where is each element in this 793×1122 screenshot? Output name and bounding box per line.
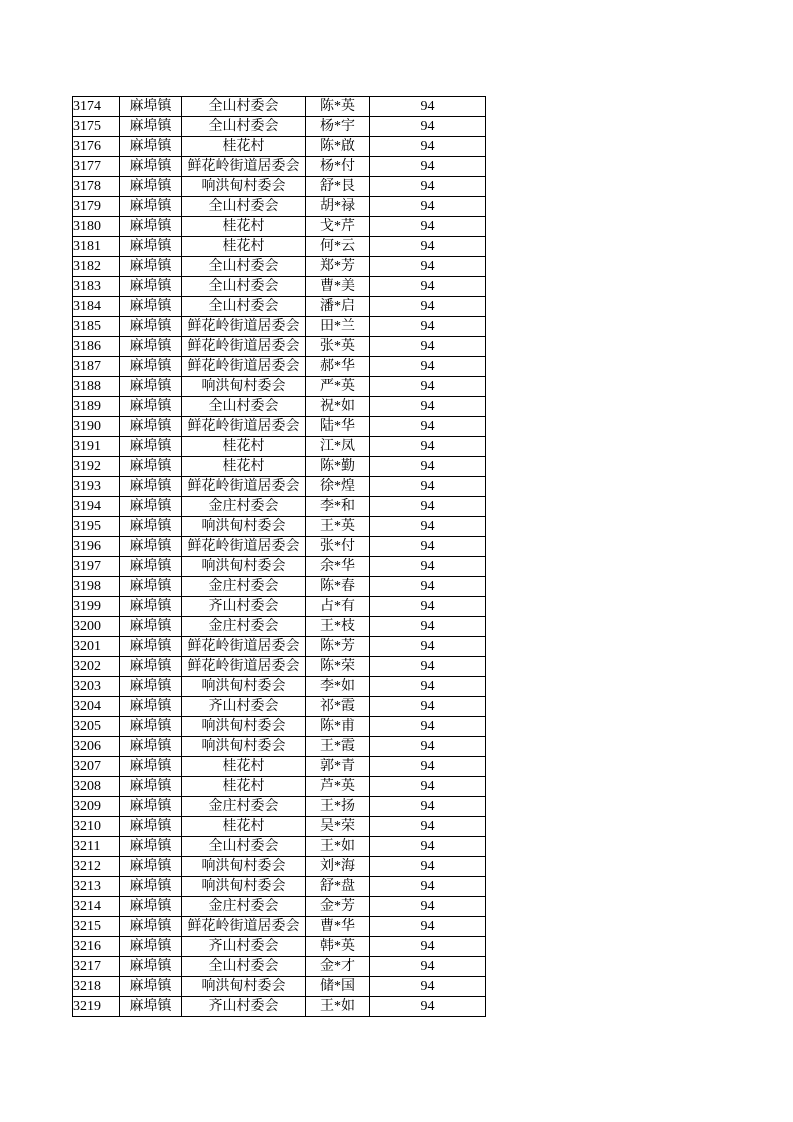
town-cell: 麻埠镇 <box>120 317 182 337</box>
village-cell: 响洪甸村委会 <box>182 677 306 697</box>
score-cell: 94 <box>370 977 486 997</box>
score-cell: 94 <box>370 557 486 577</box>
person-name-cell: 张*付 <box>306 537 370 557</box>
village-cell: 鲜花岭街道居委会 <box>182 337 306 357</box>
table-row <box>73 897 486 917</box>
town-cell: 麻埠镇 <box>120 137 182 157</box>
person-name-cell: 芦*英 <box>306 777 370 797</box>
village-cell: 金庄村委会 <box>182 897 306 917</box>
town-cell: 麻埠镇 <box>120 197 182 217</box>
person-name-cell: 韩*英 <box>306 937 370 957</box>
score-cell: 94 <box>370 397 486 417</box>
row-number-cell: 3193 <box>73 477 120 497</box>
score-cell: 94 <box>370 377 486 397</box>
village-cell: 桂花村 <box>182 137 306 157</box>
village-cell: 响洪甸村委会 <box>182 177 306 197</box>
row-number-cell: 3203 <box>73 677 120 697</box>
town-cell: 麻埠镇 <box>120 157 182 177</box>
score-cell: 94 <box>370 97 486 117</box>
table-row <box>73 757 486 777</box>
score-cell: 94 <box>370 497 486 517</box>
row-number-cell: 3208 <box>73 777 120 797</box>
village-cell: 鲜花岭街道居委会 <box>182 917 306 937</box>
row-number-cell: 3177 <box>73 157 120 177</box>
village-cell: 全山村委会 <box>182 837 306 857</box>
score-cell: 94 <box>370 757 486 777</box>
town-cell: 麻埠镇 <box>120 537 182 557</box>
row-number-cell: 3200 <box>73 617 120 637</box>
score-cell: 94 <box>370 997 486 1017</box>
score-cell: 94 <box>370 597 486 617</box>
person-name-cell: 祝*如 <box>306 397 370 417</box>
table-row <box>73 817 486 837</box>
town-cell: 麻埠镇 <box>120 717 182 737</box>
score-cell: 94 <box>370 637 486 657</box>
person-name-cell: 陈*勤 <box>306 457 370 477</box>
village-cell: 全山村委会 <box>182 97 306 117</box>
village-cell: 全山村委会 <box>182 957 306 977</box>
table-row <box>73 277 486 297</box>
village-cell: 桂花村 <box>182 457 306 477</box>
town-cell: 麻埠镇 <box>120 597 182 617</box>
village-cell: 金庄村委会 <box>182 797 306 817</box>
roster-table-body <box>73 97 486 1017</box>
person-name-cell: 王*枝 <box>306 617 370 637</box>
town-cell: 麻埠镇 <box>120 757 182 777</box>
table-row <box>73 557 486 577</box>
score-cell: 94 <box>370 257 486 277</box>
person-name-cell: 严*英 <box>306 377 370 397</box>
table-row <box>73 917 486 937</box>
village-cell: 鲜花岭街道居委会 <box>182 477 306 497</box>
table-row <box>73 857 486 877</box>
town-cell: 麻埠镇 <box>120 817 182 837</box>
table-row <box>73 337 486 357</box>
person-name-cell: 王*霞 <box>306 737 370 757</box>
table-row <box>73 877 486 897</box>
table-row <box>73 317 486 337</box>
table-row <box>73 577 486 597</box>
town-cell: 麻埠镇 <box>120 897 182 917</box>
table-row <box>73 457 486 477</box>
row-number-cell: 3194 <box>73 497 120 517</box>
village-cell: 齐山村委会 <box>182 697 306 717</box>
person-name-cell: 王*如 <box>306 997 370 1017</box>
person-name-cell: 金*才 <box>306 957 370 977</box>
village-cell: 齐山村委会 <box>182 597 306 617</box>
row-number-cell: 3201 <box>73 637 120 657</box>
person-name-cell: 舒*盘 <box>306 877 370 897</box>
table-row <box>73 957 486 977</box>
row-number-cell: 3180 <box>73 217 120 237</box>
table-row <box>73 417 486 437</box>
row-number-cell: 3182 <box>73 257 120 277</box>
village-cell: 全山村委会 <box>182 257 306 277</box>
person-name-cell: 陈*荣 <box>306 657 370 677</box>
row-number-cell: 3189 <box>73 397 120 417</box>
score-cell: 94 <box>370 777 486 797</box>
table-row <box>73 737 486 757</box>
person-name-cell: 杨*付 <box>306 157 370 177</box>
row-number-cell: 3199 <box>73 597 120 617</box>
person-name-cell: 曹*华 <box>306 917 370 937</box>
person-name-cell: 占*有 <box>306 597 370 617</box>
score-cell: 94 <box>370 837 486 857</box>
town-cell: 麻埠镇 <box>120 437 182 457</box>
table-row <box>73 297 486 317</box>
village-cell: 鲜花岭街道居委会 <box>182 357 306 377</box>
town-cell: 麻埠镇 <box>120 857 182 877</box>
town-cell: 麻埠镇 <box>120 337 182 357</box>
village-cell: 响洪甸村委会 <box>182 977 306 997</box>
person-name-cell: 陈*啟 <box>306 137 370 157</box>
score-cell: 94 <box>370 937 486 957</box>
village-cell: 齐山村委会 <box>182 937 306 957</box>
table-row <box>73 497 486 517</box>
table-row <box>73 137 486 157</box>
town-cell: 麻埠镇 <box>120 557 182 577</box>
person-name-cell: 潘*启 <box>306 297 370 317</box>
table-row <box>73 937 486 957</box>
row-number-cell: 3183 <box>73 277 120 297</box>
table-row <box>73 397 486 417</box>
score-cell: 94 <box>370 477 486 497</box>
person-name-cell: 江*凤 <box>306 437 370 457</box>
score-cell: 94 <box>370 897 486 917</box>
table-row <box>73 677 486 697</box>
table-row <box>73 717 486 737</box>
row-number-cell: 3205 <box>73 717 120 737</box>
table-row <box>73 377 486 397</box>
village-cell: 齐山村委会 <box>182 997 306 1017</box>
score-cell: 94 <box>370 417 486 437</box>
village-cell: 全山村委会 <box>182 297 306 317</box>
town-cell: 麻埠镇 <box>120 917 182 937</box>
village-cell: 桂花村 <box>182 237 306 257</box>
town-cell: 麻埠镇 <box>120 697 182 717</box>
row-number-cell: 3218 <box>73 977 120 997</box>
person-name-cell: 王*英 <box>306 517 370 537</box>
row-number-cell: 3192 <box>73 457 120 477</box>
town-cell: 麻埠镇 <box>120 617 182 637</box>
town-cell: 麻埠镇 <box>120 117 182 137</box>
person-name-cell: 戈*芹 <box>306 217 370 237</box>
row-number-cell: 3211 <box>73 837 120 857</box>
person-name-cell: 祁*霞 <box>306 697 370 717</box>
village-cell: 全山村委会 <box>182 277 306 297</box>
row-number-cell: 3178 <box>73 177 120 197</box>
table-row <box>73 177 486 197</box>
score-cell: 94 <box>370 517 486 537</box>
score-cell: 94 <box>370 717 486 737</box>
person-name-cell: 舒*艮 <box>306 177 370 197</box>
town-cell: 麻埠镇 <box>120 497 182 517</box>
person-name-cell: 陈*英 <box>306 97 370 117</box>
table-row <box>73 997 486 1017</box>
person-name-cell: 王*如 <box>306 837 370 857</box>
town-cell: 麻埠镇 <box>120 937 182 957</box>
person-name-cell: 郑*芳 <box>306 257 370 277</box>
town-cell: 麻埠镇 <box>120 397 182 417</box>
person-name-cell: 陈*甫 <box>306 717 370 737</box>
village-cell: 金庄村委会 <box>182 617 306 637</box>
town-cell: 麻埠镇 <box>120 737 182 757</box>
score-cell: 94 <box>370 297 486 317</box>
village-cell: 桂花村 <box>182 757 306 777</box>
town-cell: 麻埠镇 <box>120 257 182 277</box>
row-number-cell: 3188 <box>73 377 120 397</box>
town-cell: 麻埠镇 <box>120 177 182 197</box>
table-row <box>73 357 486 377</box>
person-name-cell: 李*和 <box>306 497 370 517</box>
table-row <box>73 517 486 537</box>
row-number-cell: 3184 <box>73 297 120 317</box>
table-row <box>73 157 486 177</box>
person-name-cell: 李*如 <box>306 677 370 697</box>
score-cell: 94 <box>370 217 486 237</box>
town-cell: 麻埠镇 <box>120 477 182 497</box>
score-cell: 94 <box>370 877 486 897</box>
table-row <box>73 117 486 137</box>
row-number-cell: 3186 <box>73 337 120 357</box>
person-name-cell: 郝*华 <box>306 357 370 377</box>
score-cell: 94 <box>370 737 486 757</box>
table-row <box>73 617 486 637</box>
village-cell: 鲜花岭街道居委会 <box>182 657 306 677</box>
score-cell: 94 <box>370 697 486 717</box>
person-name-cell: 田*兰 <box>306 317 370 337</box>
town-cell: 麻埠镇 <box>120 97 182 117</box>
row-number-cell: 3198 <box>73 577 120 597</box>
table-row <box>73 697 486 717</box>
score-cell: 94 <box>370 437 486 457</box>
village-cell: 响洪甸村委会 <box>182 377 306 397</box>
score-cell: 94 <box>370 957 486 977</box>
town-cell: 麻埠镇 <box>120 357 182 377</box>
town-cell: 麻埠镇 <box>120 677 182 697</box>
table-row <box>73 97 486 117</box>
row-number-cell: 3197 <box>73 557 120 577</box>
village-cell: 响洪甸村委会 <box>182 517 306 537</box>
person-name-cell: 王*扬 <box>306 797 370 817</box>
village-cell: 鲜花岭街道居委会 <box>182 317 306 337</box>
row-number-cell: 3204 <box>73 697 120 717</box>
person-name-cell: 郭*青 <box>306 757 370 777</box>
row-number-cell: 3216 <box>73 937 120 957</box>
town-cell: 麻埠镇 <box>120 657 182 677</box>
table-row <box>73 637 486 657</box>
town-cell: 麻埠镇 <box>120 977 182 997</box>
village-cell: 全山村委会 <box>182 397 306 417</box>
person-name-cell: 储*国 <box>306 977 370 997</box>
row-number-cell: 3214 <box>73 897 120 917</box>
person-name-cell: 何*云 <box>306 237 370 257</box>
score-cell: 94 <box>370 237 486 257</box>
town-cell: 麻埠镇 <box>120 797 182 817</box>
score-cell: 94 <box>370 117 486 137</box>
village-cell: 全山村委会 <box>182 117 306 137</box>
person-name-cell: 吴*荣 <box>306 817 370 837</box>
village-cell: 鲜花岭街道居委会 <box>182 417 306 437</box>
row-number-cell: 3175 <box>73 117 120 137</box>
person-name-cell: 杨*宇 <box>306 117 370 137</box>
village-cell: 金庄村委会 <box>182 577 306 597</box>
score-cell: 94 <box>370 277 486 297</box>
town-cell: 麻埠镇 <box>120 417 182 437</box>
score-cell: 94 <box>370 357 486 377</box>
village-cell: 桂花村 <box>182 777 306 797</box>
village-cell: 桂花村 <box>182 437 306 457</box>
score-cell: 94 <box>370 797 486 817</box>
town-cell: 麻埠镇 <box>120 577 182 597</box>
table-row <box>73 257 486 277</box>
village-cell: 响洪甸村委会 <box>182 877 306 897</box>
row-number-cell: 3210 <box>73 817 120 837</box>
person-name-cell: 余*华 <box>306 557 370 577</box>
town-cell: 麻埠镇 <box>120 997 182 1017</box>
row-number-cell: 3185 <box>73 317 120 337</box>
row-number-cell: 3215 <box>73 917 120 937</box>
town-cell: 麻埠镇 <box>120 217 182 237</box>
village-cell: 鲜花岭街道居委会 <box>182 537 306 557</box>
row-number-cell: 3209 <box>73 797 120 817</box>
person-name-cell: 刘*海 <box>306 857 370 877</box>
score-cell: 94 <box>370 137 486 157</box>
row-number-cell: 3206 <box>73 737 120 757</box>
person-name-cell: 张*英 <box>306 337 370 357</box>
town-cell: 麻埠镇 <box>120 457 182 477</box>
village-cell: 响洪甸村委会 <box>182 717 306 737</box>
row-number-cell: 3202 <box>73 657 120 677</box>
score-cell: 94 <box>370 577 486 597</box>
person-name-cell: 胡*禄 <box>306 197 370 217</box>
score-cell: 94 <box>370 457 486 477</box>
row-number-cell: 3187 <box>73 357 120 377</box>
roster-table <box>72 96 486 1017</box>
table-row <box>73 837 486 857</box>
table-row <box>73 217 486 237</box>
score-cell: 94 <box>370 337 486 357</box>
town-cell: 麻埠镇 <box>120 377 182 397</box>
score-cell: 94 <box>370 317 486 337</box>
village-cell: 全山村委会 <box>182 197 306 217</box>
table-row <box>73 977 486 997</box>
village-cell: 桂花村 <box>182 817 306 837</box>
town-cell: 麻埠镇 <box>120 837 182 857</box>
village-cell: 响洪甸村委会 <box>182 737 306 757</box>
row-number-cell: 3181 <box>73 237 120 257</box>
table-row <box>73 777 486 797</box>
score-cell: 94 <box>370 917 486 937</box>
village-cell: 金庄村委会 <box>182 497 306 517</box>
score-cell: 94 <box>370 857 486 877</box>
village-cell: 鲜花岭街道居委会 <box>182 157 306 177</box>
row-number-cell: 3212 <box>73 857 120 877</box>
person-name-cell: 徐*煌 <box>306 477 370 497</box>
row-number-cell: 3217 <box>73 957 120 977</box>
score-cell: 94 <box>370 677 486 697</box>
score-cell: 94 <box>370 157 486 177</box>
score-cell: 94 <box>370 177 486 197</box>
table-row <box>73 797 486 817</box>
row-number-cell: 3219 <box>73 997 120 1017</box>
table-row <box>73 537 486 557</box>
table-row <box>73 477 486 497</box>
town-cell: 麻埠镇 <box>120 777 182 797</box>
table-row <box>73 237 486 257</box>
table-row <box>73 437 486 457</box>
village-cell: 鲜花岭街道居委会 <box>182 637 306 657</box>
town-cell: 麻埠镇 <box>120 297 182 317</box>
town-cell: 麻埠镇 <box>120 877 182 897</box>
table-row <box>73 197 486 217</box>
person-name-cell: 曹*美 <box>306 277 370 297</box>
town-cell: 麻埠镇 <box>120 277 182 297</box>
town-cell: 麻埠镇 <box>120 637 182 657</box>
table-row <box>73 657 486 677</box>
score-cell: 94 <box>370 537 486 557</box>
row-number-cell: 3174 <box>73 97 120 117</box>
person-name-cell: 陆*华 <box>306 417 370 437</box>
score-cell: 94 <box>370 617 486 637</box>
row-number-cell: 3207 <box>73 757 120 777</box>
row-number-cell: 3179 <box>73 197 120 217</box>
row-number-cell: 3195 <box>73 517 120 537</box>
person-name-cell: 陈*芳 <box>306 637 370 657</box>
row-number-cell: 3176 <box>73 137 120 157</box>
town-cell: 麻埠镇 <box>120 517 182 537</box>
village-cell: 响洪甸村委会 <box>182 557 306 577</box>
score-cell: 94 <box>370 197 486 217</box>
score-cell: 94 <box>370 657 486 677</box>
village-cell: 桂花村 <box>182 217 306 237</box>
person-name-cell: 金*芳 <box>306 897 370 917</box>
score-cell: 94 <box>370 817 486 837</box>
town-cell: 麻埠镇 <box>120 957 182 977</box>
table-row <box>73 597 486 617</box>
row-number-cell: 3213 <box>73 877 120 897</box>
person-name-cell: 陈*春 <box>306 577 370 597</box>
row-number-cell: 3196 <box>73 537 120 557</box>
row-number-cell: 3191 <box>73 437 120 457</box>
row-number-cell: 3190 <box>73 417 120 437</box>
village-cell: 响洪甸村委会 <box>182 857 306 877</box>
town-cell: 麻埠镇 <box>120 237 182 257</box>
